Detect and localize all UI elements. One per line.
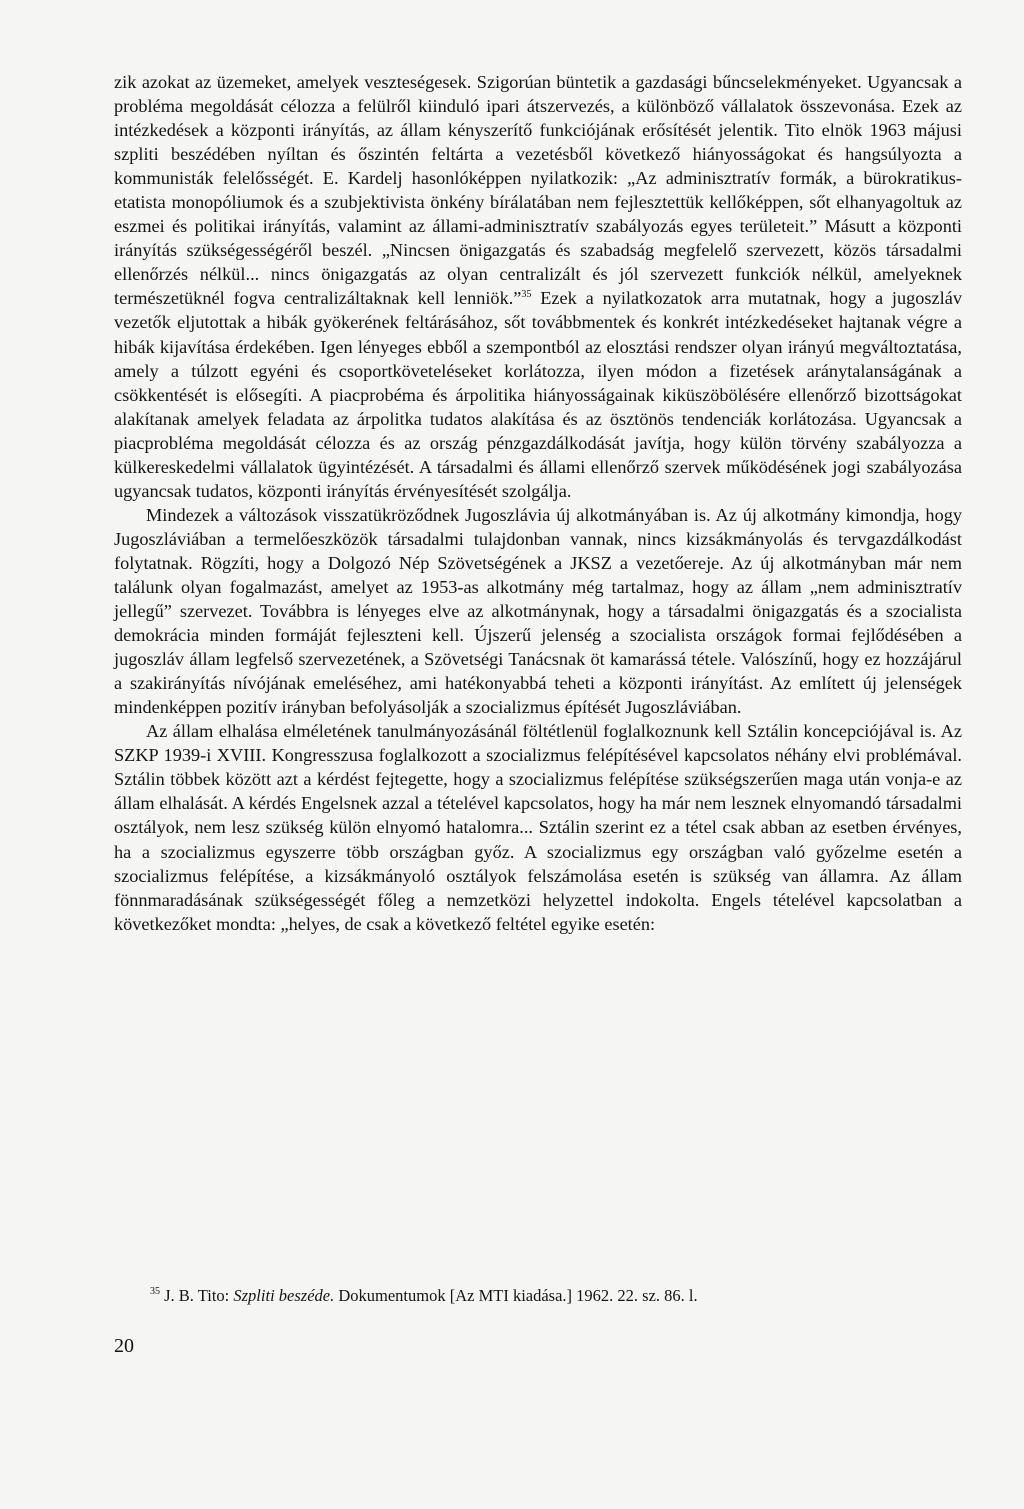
footnote <box>150 1285 950 1307</box>
footnote-title: Szpliti beszéde. <box>233 1286 335 1305</box>
paragraph-1-continuation: Ezek a nyilatkozatok arra mutatnak, hogy a jugoszláv vezetők eljutottak a hibák gyökerének feltárásához, sőt továbbmentek és konkrét intézkedéseket hajtanak végre a hibák kijavítása érdekében. Igen lényeges ebből a szempontból az elosztási rendszer olyan irányú megváltoztatása, amely a túlzott egyéni és csoportköveteléseket korlátozza, ilyen módon a fizetések aránytalanságának a csökkentését is elősegíti. A piacprobéma és árpolitika hiányosságainak kiküszöbölésére ellenőrző bizottságokat alakítanak amelyek feladata az árpolitka tudatos alakítása és az ösztönös tendenciák korlátozása. Ugyancsak a piacprobléma megoldását célozza és az ország pénzgazdálkodását javítja, hogy külön törvény szabályozza a külkereskedelmi vállalatok ügyintézését. A társadalmi és állami ellenőrző szervek működésének jogi szabályozása ugyancsak tudatos, központi irányítás érvényesítését szolgálja. <box>114 288 962 501</box>
footnote-author: J. B. Tito: <box>160 1286 234 1305</box>
footnote-details: Dokumentumok [Az MTI kiadása.] 1962. 22. sz. 86. l. <box>334 1286 698 1305</box>
paragraph-1-text: zik azokat az üzemeket, amelyek veszteségesek. Szigorúan büntetik a gazdasági bűncselekményeket. Ugyancsak a probléma megoldását célozza a felülről kiinduló ipari átszervezés, a különböző vállalatok összevonása. Ezek az intézkedések a központi irányítás, az állam kényszerítő funkciójának erősítését jelentik. Tito elnök 1963 májusi szpliti beszédében nyíltan és őszintén feltárta a vezetésből következő hiányosságokat és hangsúlyozta a kommunisták felelősségét. E. Kardelj hasonlóképpen nyilatkozik: „Az adminisztratív formák, a bürokratikus-etatista monopóliumok és a szubjektivista önkény bírálatában nem fejlesztettük kellőképpen, sőt elhanyagoltuk az eszmei és politikai irányítás, valamint az állami-adminisztratív szabályozás egyes területeit.” Másutt a központi irányítás szükségességéről beszél. „Nincsen önigazgatás és szabadság megfelelő szervezett, közös társadalmi ellenőrzés nélkül... nincs önigazgatás az olyan centralizált és jól szervezett funkciók nélkül, amelyeknek természetüknél fogva centralizáltaknak kell lenniök.” <box>114 72 962 309</box>
footnote-number: 35 <box>150 1286 160 1297</box>
paragraph-2: Mindezek a változások visszatükröződnek Jugoszlávia új alkotmányában is. Az új alkotmány kimondja, hogy Jugoszláviában a termelőeszközök társadalmi tulajdonban vannak, nincs kizsákmányolás és tervgazdálkodást folytatnak. Rögzíti, hogy a Dolgozó Nép Szövetségének a JKSZ a vezetőereje. Az új alkotmányban már nem találunk olyan fogalmazást, amelyet az 1953-as alkotmány még tartalmaz, hogy az állam „nem adminisztratív jellegű” szervezet. Továbbra is lényeges elve az alkotmánynak, hogy a társadalmi önigazgatás és a szocialista demokrácia minden formáját fejleszteni kell. Újszerű jelenség a szocialista országok formai fejlődésében a jugoszláv állam legfelső szervezetének, a Szövetségi Tanácsnak öt kamarássá tétele. Valószínű, hogy ez hozzájárul a szakirányítás nívójának emeléséhez, ami hatékonyabbá teheti a központi irányítást. Az említett új jelenségek mindenképpen pozitív irányban befolyásolják a szocializmus építését Jugoszláviában. <box>114 504 962 718</box>
page-number: 20 <box>114 1335 134 1357</box>
footnote-reference: 35 <box>521 289 532 301</box>
paragraph-3: Az állam elhalása elméletének tanulmányozásánál föltétlenül foglalkoznunk kell Sztálin koncepciójával is. Az SZKP 1939-i XVIII. Kongresszusa foglalkozott a szocializmus felépítésével kapcsolatos néhány elvi problémával. Sztálin többek között azt a kérdést fejtegette, hogy a szocializmus felépítése szükségszerűen maga után vonja-e az állam elhalását. A kérdés Engelsnek azzal a tételével kapcsolatos, hogy ha már nem lesznek elnyomandó társadalmi osztályok, nem lesz szükség külön elnyomó hatalomra... Sztálin szerint ez a tétel csak abban az esetben érvényes, ha a szocializmus egyszerre több országban győz. A szocializmus egy országban való győzelme esetén a szocializmus felépítése, a kizsákmányoló osztályok felszámolása esetén is szükség van államra. Az állam fönnmaradásának szükségességét főleg a nemzetközi helyzettel indokolta. Engels tételével kapcsolatban a következőket mondta: „helyes, de csak a következő feltétel egyike esetén: <box>114 721 962 934</box>
paragraph-1 <box>114 70 962 503</box>
body-text <box>114 70 962 936</box>
